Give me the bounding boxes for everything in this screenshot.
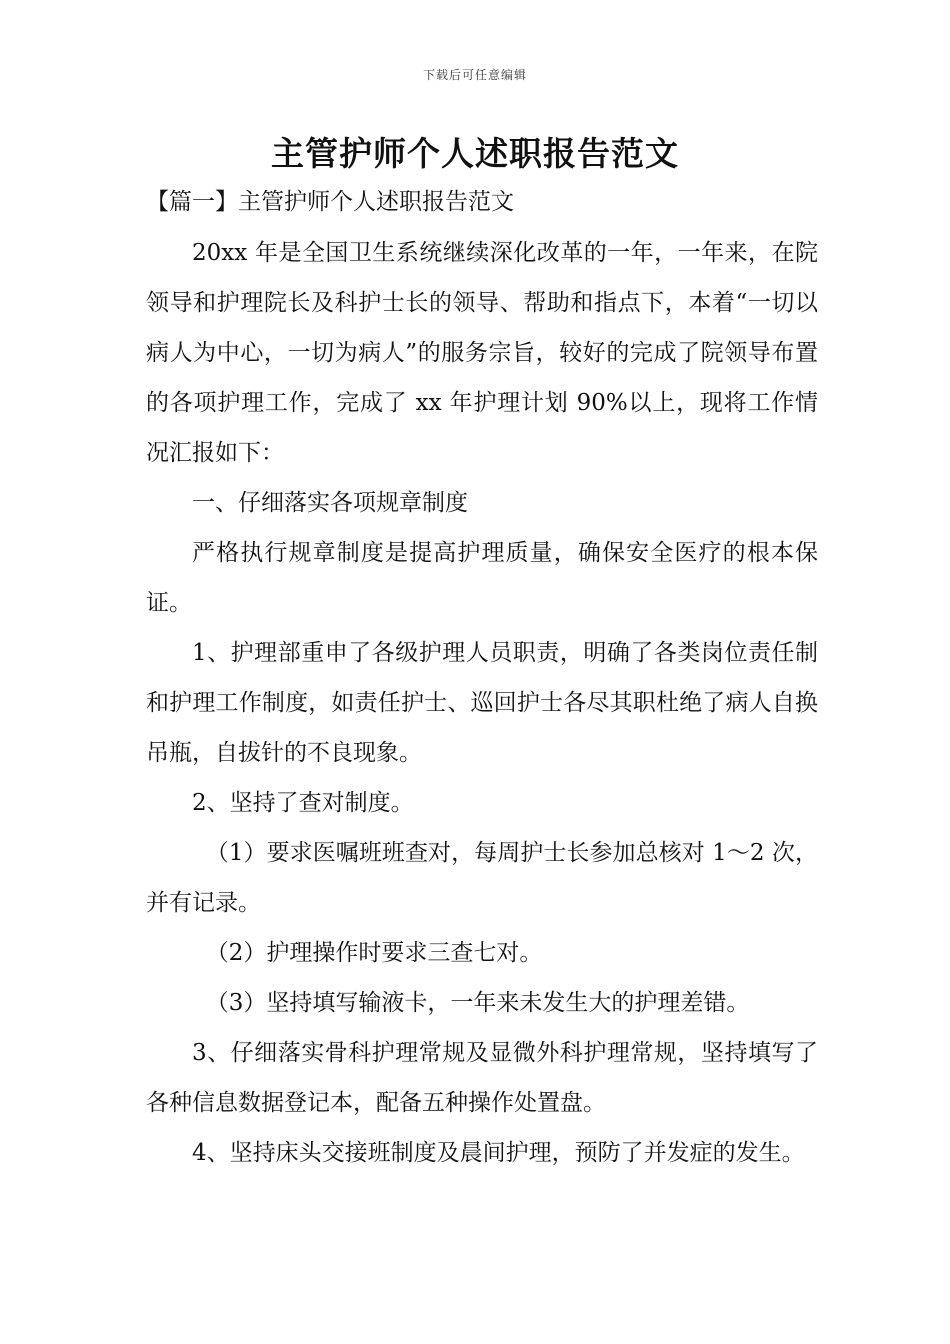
paragraph-subitem-3: （3）坚持填写输液卡，一年来未发生大的护理差错。 [205, 990, 750, 1016]
page-header-note: 下载后可任意编辑 [422, 68, 527, 82]
paragraph-item-1: 1、护理部重申了各级护理人员职责，明确了各类岗位责任制和护理工作制度，如责任护士、巡回护士各尽其职杜绝了病人自换吊瓶，自拔针的不良现象。 [146, 640, 818, 766]
paragraph-subitem-2: （2）护理操作时要求三查七对。 [205, 940, 543, 966]
paragraph-subheading: 一、仔细落实各项规章制度 [192, 490, 468, 516]
document-body [146, 228, 818, 1178]
paragraph-item-3: 3、仔细落实骨科护理常规及显微外科护理常规，坚持填写了各种信息数据登记本，配备五种操作处置盘。 [146, 1040, 818, 1116]
document-title: 主管护师个人述职报告范文 [271, 134, 679, 173]
paragraph-item-2: 2、坚持了查对制度。 [192, 790, 414, 816]
paragraph-subitem-1: （1）要求医嘱班班查对，每周护士长参加总核对 1～2 次，并有记录。 [146, 840, 818, 916]
paragraph-intro: 20xx 年是全国卫生系统继续深化改革的一年，一年来，在院领导和护理院长及科护士长的领导、帮助和指点下，本着“一切以病人为中心，一切为病人”的服务宗旨，较好的完成了院领导布置的各项护理工作，完成了 xx 年护理计划 90%以上，现将工作情况汇报如下： [146, 240, 818, 466]
section-heading: 【篇一】主管护师个人述职报告范文 [146, 189, 514, 215]
paragraph-item-4: 4、坚持床头交接班制度及晨间护理，预防了并发症的发生。 [192, 1140, 805, 1166]
paragraph: 严格执行规章制度是提高护理质量，确保安全医疗的根本保证。 [146, 540, 818, 616]
